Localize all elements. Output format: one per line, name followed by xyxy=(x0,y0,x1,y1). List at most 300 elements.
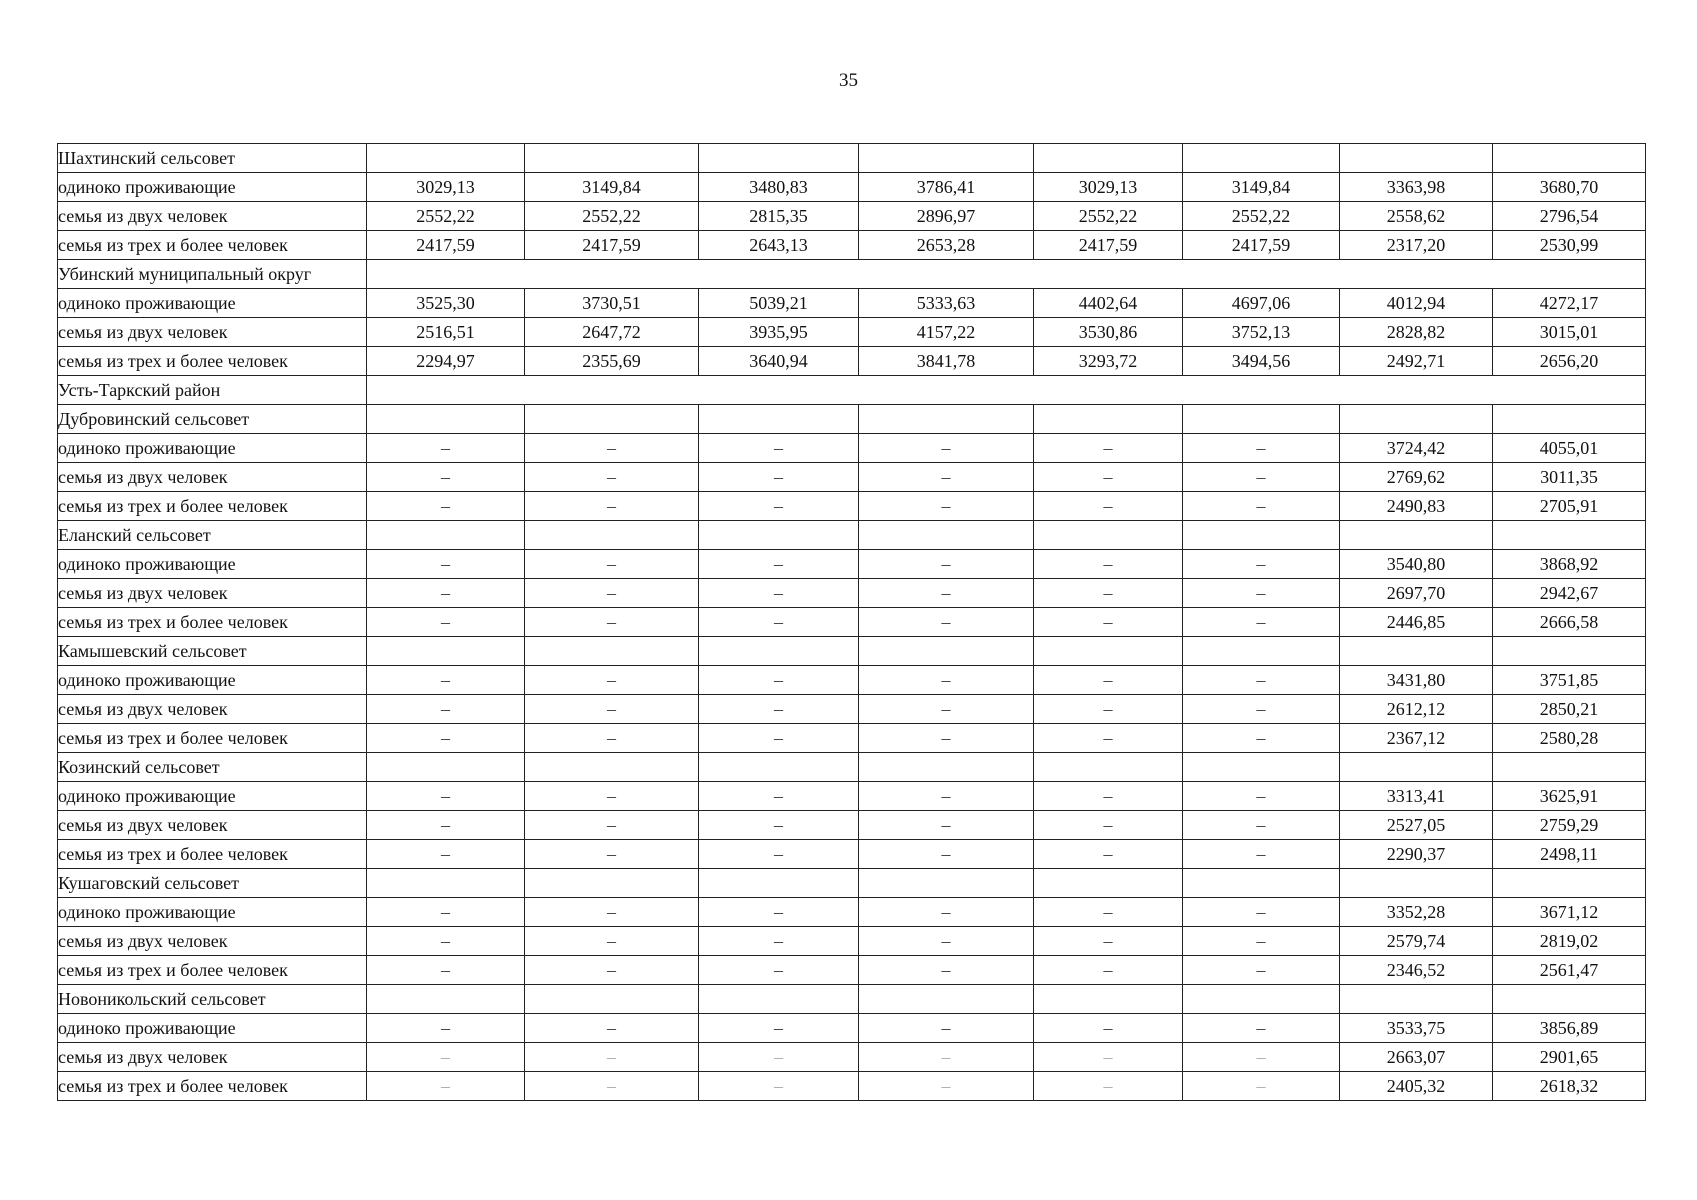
value-cell: 3011,35 xyxy=(1493,463,1646,492)
empty-value-dash: – xyxy=(367,956,525,985)
table-row xyxy=(58,927,1646,956)
value-cell: 2896,97 xyxy=(859,202,1034,231)
empty-value-dash: – xyxy=(1034,956,1183,985)
empty-merged-cell xyxy=(367,376,1646,405)
row-label: семья из трех и более человек xyxy=(58,724,367,753)
empty-value-dash: – xyxy=(367,1014,525,1043)
value-cell: 2643,13 xyxy=(699,231,859,260)
row-label: семья из трех и более человек xyxy=(58,492,367,521)
empty-value-dash: – xyxy=(1034,434,1183,463)
empty-cell xyxy=(525,985,699,1014)
empty-value-dash: – xyxy=(699,550,859,579)
value-cell: 2290,37 xyxy=(1340,840,1493,869)
value-cell: 2530,99 xyxy=(1493,231,1646,260)
empty-value-dash: – xyxy=(859,666,1034,695)
region-name: Убинский муниципальный округ xyxy=(58,260,367,289)
empty-cell xyxy=(699,521,859,550)
empty-cell xyxy=(1034,405,1183,434)
value-cell: 2417,59 xyxy=(1183,231,1340,260)
value-cell: 2663,07 xyxy=(1340,1043,1493,1072)
empty-value-dash: – xyxy=(525,840,699,869)
settlement-name: Кушаговский сельсовет xyxy=(58,869,367,898)
settlement-name: Шахтинский сельсовет xyxy=(58,144,367,173)
empty-value-dash: – xyxy=(859,434,1034,463)
value-cell: 3015,01 xyxy=(1493,318,1646,347)
value-cell: 2552,22 xyxy=(1183,202,1340,231)
value-cell: 2819,02 xyxy=(1493,927,1646,956)
row-label: одиноко проживающие xyxy=(58,434,367,463)
empty-cell xyxy=(1340,144,1493,173)
empty-cell xyxy=(1183,405,1340,434)
empty-cell xyxy=(1493,753,1646,782)
empty-cell xyxy=(699,869,859,898)
value-cell: 2317,20 xyxy=(1340,231,1493,260)
empty-value-dash: – xyxy=(1183,840,1340,869)
empty-value-dash: – xyxy=(1183,927,1340,956)
empty-cell xyxy=(367,405,525,434)
settlement-group-row xyxy=(58,869,1646,898)
row-label: семья из двух человек xyxy=(58,811,367,840)
empty-value-dash: – xyxy=(1183,898,1340,927)
empty-value-dash: – xyxy=(525,579,699,608)
value-cell: 3293,72 xyxy=(1034,347,1183,376)
empty-cell xyxy=(1493,405,1646,434)
empty-value-dash: – xyxy=(859,898,1034,927)
empty-value-dash: – xyxy=(525,1014,699,1043)
table-row xyxy=(58,1043,1646,1072)
empty-value-dash: – xyxy=(699,898,859,927)
region-heading-row xyxy=(58,260,1646,289)
empty-cell xyxy=(1340,985,1493,1014)
empty-value-dash: – xyxy=(525,695,699,724)
value-cell: 3868,92 xyxy=(1493,550,1646,579)
empty-value-dash: – xyxy=(699,1014,859,1043)
empty-cell xyxy=(367,144,525,173)
value-cell: 2561,47 xyxy=(1493,956,1646,985)
value-cell: 3724,42 xyxy=(1340,434,1493,463)
row-label: семья из трех и более человек xyxy=(58,840,367,869)
empty-cell xyxy=(1034,521,1183,550)
value-cell: 2446,85 xyxy=(1340,608,1493,637)
row-label: одиноко проживающие xyxy=(58,898,367,927)
empty-cell xyxy=(859,985,1034,1014)
empty-value-dash: – xyxy=(1034,492,1183,521)
empty-merged-cell xyxy=(367,260,1646,289)
empty-cell xyxy=(1340,405,1493,434)
empty-cell xyxy=(1183,869,1340,898)
empty-value-dash: – xyxy=(1034,1072,1183,1101)
settlement-group-row xyxy=(58,521,1646,550)
empty-value-dash: – xyxy=(367,434,525,463)
value-cell: 2516,51 xyxy=(367,318,525,347)
empty-cell xyxy=(525,405,699,434)
table-row xyxy=(58,1072,1646,1101)
settlement-name: Козинский сельсовет xyxy=(58,753,367,782)
empty-value-dash: – xyxy=(1034,724,1183,753)
empty-value-dash: – xyxy=(699,666,859,695)
value-cell: 2653,28 xyxy=(859,231,1034,260)
empty-value-dash: – xyxy=(1034,463,1183,492)
empty-value-dash: – xyxy=(859,956,1034,985)
empty-value-dash: – xyxy=(1183,492,1340,521)
table-row xyxy=(58,898,1646,927)
empty-value-dash: – xyxy=(367,608,525,637)
settlement-group-row xyxy=(58,144,1646,173)
row-label: одиноко проживающие xyxy=(58,173,367,202)
empty-cell xyxy=(525,144,699,173)
empty-value-dash: – xyxy=(367,782,525,811)
table-row xyxy=(58,318,1646,347)
value-cell: 2705,91 xyxy=(1493,492,1646,521)
empty-value-dash: – xyxy=(525,463,699,492)
empty-cell xyxy=(859,753,1034,782)
row-label: семья из двух человек xyxy=(58,1043,367,1072)
empty-cell xyxy=(525,637,699,666)
empty-cell xyxy=(699,405,859,434)
empty-value-dash: – xyxy=(1183,1014,1340,1043)
empty-cell xyxy=(1340,521,1493,550)
empty-cell xyxy=(859,521,1034,550)
empty-value-dash: – xyxy=(525,956,699,985)
value-cell: 2558,62 xyxy=(1340,202,1493,231)
empty-value-dash: – xyxy=(699,579,859,608)
value-cell: 2618,32 xyxy=(1493,1072,1646,1101)
empty-cell xyxy=(525,753,699,782)
empty-cell xyxy=(699,637,859,666)
empty-value-dash: – xyxy=(859,492,1034,521)
settlement-group-row xyxy=(58,405,1646,434)
value-cell: 3525,30 xyxy=(367,289,525,318)
empty-value-dash: – xyxy=(367,840,525,869)
empty-cell xyxy=(699,144,859,173)
value-cell: 2552,22 xyxy=(1034,202,1183,231)
table-row xyxy=(58,173,1646,202)
empty-value-dash: – xyxy=(1183,724,1340,753)
region-name: Усть-Таркский район xyxy=(58,376,367,405)
empty-value-dash: – xyxy=(367,550,525,579)
value-cell: 3533,75 xyxy=(1340,1014,1493,1043)
empty-value-dash: – xyxy=(525,724,699,753)
empty-value-dash: – xyxy=(367,724,525,753)
empty-value-dash: – xyxy=(367,463,525,492)
empty-value-dash: – xyxy=(1034,695,1183,724)
empty-value-dash: – xyxy=(1183,579,1340,608)
value-cell: 2828,82 xyxy=(1340,318,1493,347)
value-cell: 2769,62 xyxy=(1340,463,1493,492)
row-label: семья из двух человек xyxy=(58,695,367,724)
empty-value-dash: – xyxy=(859,463,1034,492)
empty-cell xyxy=(859,869,1034,898)
row-label: одиноко проживающие xyxy=(58,289,367,318)
empty-cell xyxy=(367,753,525,782)
table-row xyxy=(58,724,1646,753)
empty-value-dash: – xyxy=(699,1043,859,1072)
value-cell: 2580,28 xyxy=(1493,724,1646,753)
value-cell: 2492,71 xyxy=(1340,347,1493,376)
value-cell: 3680,70 xyxy=(1493,173,1646,202)
value-cell: 4055,01 xyxy=(1493,434,1646,463)
value-cell: 3856,89 xyxy=(1493,1014,1646,1043)
value-cell: 2490,83 xyxy=(1340,492,1493,521)
empty-value-dash: – xyxy=(525,550,699,579)
value-cell: 2527,05 xyxy=(1340,811,1493,840)
empty-value-dash: – xyxy=(699,1072,859,1101)
empty-cell xyxy=(859,637,1034,666)
row-label: одиноко проживающие xyxy=(58,1014,367,1043)
row-label: семья из двух человек xyxy=(58,927,367,956)
value-cell: 5039,21 xyxy=(699,289,859,318)
empty-value-dash: – xyxy=(1034,811,1183,840)
row-label: семья из двух человек xyxy=(58,202,367,231)
value-cell: 4272,17 xyxy=(1493,289,1646,318)
empty-value-dash: – xyxy=(859,1072,1034,1101)
value-cell: 3841,78 xyxy=(859,347,1034,376)
value-cell: 2656,20 xyxy=(1493,347,1646,376)
table-row xyxy=(58,231,1646,260)
table-row xyxy=(58,289,1646,318)
row-label: семья из двух человек xyxy=(58,463,367,492)
row-label: семья из трех и более человек xyxy=(58,608,367,637)
empty-cell xyxy=(1493,144,1646,173)
table-row xyxy=(58,492,1646,521)
empty-cell xyxy=(1493,869,1646,898)
empty-cell xyxy=(1034,869,1183,898)
table-row xyxy=(58,695,1646,724)
empty-value-dash: – xyxy=(859,724,1034,753)
empty-value-dash: – xyxy=(699,492,859,521)
value-cell: 3625,91 xyxy=(1493,782,1646,811)
empty-value-dash: – xyxy=(367,695,525,724)
value-cell: 2294,97 xyxy=(367,347,525,376)
value-cell: 2346,52 xyxy=(1340,956,1493,985)
row-label: семья из трех и более человек xyxy=(58,231,367,260)
row-label: одиноко проживающие xyxy=(58,550,367,579)
value-cell: 4157,22 xyxy=(859,318,1034,347)
value-cell: 3530,86 xyxy=(1034,318,1183,347)
table-row xyxy=(58,608,1646,637)
settlement-group-row xyxy=(58,637,1646,666)
value-cell: 3730,51 xyxy=(525,289,699,318)
table-row xyxy=(58,956,1646,985)
value-cell: 3431,80 xyxy=(1340,666,1493,695)
empty-cell xyxy=(1034,753,1183,782)
empty-value-dash: – xyxy=(367,492,525,521)
value-cell: 2498,11 xyxy=(1493,840,1646,869)
empty-cell xyxy=(1340,869,1493,898)
empty-value-dash: – xyxy=(525,782,699,811)
empty-cell xyxy=(699,985,859,1014)
empty-value-dash: – xyxy=(859,1014,1034,1043)
empty-value-dash: – xyxy=(367,811,525,840)
empty-cell xyxy=(367,521,525,550)
empty-value-dash: – xyxy=(859,1043,1034,1072)
empty-value-dash: – xyxy=(525,608,699,637)
value-cell: 3751,85 xyxy=(1493,666,1646,695)
empty-value-dash: – xyxy=(1183,434,1340,463)
empty-value-dash: – xyxy=(1183,550,1340,579)
value-cell: 3494,56 xyxy=(1183,347,1340,376)
empty-value-dash: – xyxy=(859,927,1034,956)
value-cell: 3149,84 xyxy=(525,173,699,202)
table-row xyxy=(58,434,1646,463)
empty-value-dash: – xyxy=(367,927,525,956)
value-cell: 3935,95 xyxy=(699,318,859,347)
table-row xyxy=(58,666,1646,695)
empty-value-dash: – xyxy=(525,898,699,927)
empty-value-dash: – xyxy=(699,956,859,985)
table-body xyxy=(58,144,1646,1101)
empty-value-dash: – xyxy=(1034,666,1183,695)
empty-value-dash: – xyxy=(525,1043,699,1072)
empty-cell xyxy=(525,521,699,550)
table-row xyxy=(58,840,1646,869)
value-cell: 3029,13 xyxy=(1034,173,1183,202)
empty-value-dash: – xyxy=(1183,666,1340,695)
value-cell: 2942,67 xyxy=(1493,579,1646,608)
empty-value-dash: – xyxy=(699,695,859,724)
empty-value-dash: – xyxy=(1183,463,1340,492)
empty-cell xyxy=(367,637,525,666)
empty-value-dash: – xyxy=(699,608,859,637)
table-row xyxy=(58,550,1646,579)
empty-value-dash: – xyxy=(1034,579,1183,608)
empty-value-dash: – xyxy=(859,550,1034,579)
value-cell: 2552,22 xyxy=(525,202,699,231)
empty-cell xyxy=(1183,985,1340,1014)
empty-value-dash: – xyxy=(525,666,699,695)
empty-value-dash: – xyxy=(1034,898,1183,927)
empty-cell xyxy=(1493,637,1646,666)
empty-value-dash: – xyxy=(1034,782,1183,811)
empty-value-dash: – xyxy=(1183,1043,1340,1072)
empty-value-dash: – xyxy=(525,492,699,521)
table-row xyxy=(58,782,1646,811)
value-cell: 3786,41 xyxy=(859,173,1034,202)
value-cell: 3640,94 xyxy=(699,347,859,376)
empty-cell xyxy=(699,753,859,782)
empty-cell xyxy=(1340,753,1493,782)
empty-value-dash: – xyxy=(367,666,525,695)
empty-cell xyxy=(525,869,699,898)
empty-value-dash: – xyxy=(699,811,859,840)
table-row xyxy=(58,463,1646,492)
empty-value-dash: – xyxy=(1034,608,1183,637)
empty-cell xyxy=(859,144,1034,173)
value-cell: 2579,74 xyxy=(1340,927,1493,956)
table-row xyxy=(58,347,1646,376)
empty-value-dash: – xyxy=(1183,608,1340,637)
value-cell: 3029,13 xyxy=(367,173,525,202)
value-cell: 3671,12 xyxy=(1493,898,1646,927)
empty-value-dash: – xyxy=(1183,811,1340,840)
row-label: семья из трех и более человек xyxy=(58,347,367,376)
value-cell: 2901,65 xyxy=(1493,1043,1646,1072)
empty-cell xyxy=(1183,637,1340,666)
empty-cell xyxy=(1034,985,1183,1014)
value-cell: 3540,80 xyxy=(1340,550,1493,579)
empty-value-dash: – xyxy=(699,840,859,869)
value-cell: 4012,94 xyxy=(1340,289,1493,318)
settlement-name: Еланский сельсовет xyxy=(58,521,367,550)
value-cell: 2367,12 xyxy=(1340,724,1493,753)
value-cell: 4697,06 xyxy=(1183,289,1340,318)
table-row xyxy=(58,579,1646,608)
empty-value-dash: – xyxy=(699,782,859,811)
value-cell: 5333,63 xyxy=(859,289,1034,318)
empty-value-dash: – xyxy=(1034,1043,1183,1072)
empty-value-dash: – xyxy=(859,811,1034,840)
row-label: семья из двух человек xyxy=(58,579,367,608)
value-cell: 2796,54 xyxy=(1493,202,1646,231)
empty-cell xyxy=(1183,521,1340,550)
empty-cell xyxy=(1340,637,1493,666)
empty-value-dash: – xyxy=(859,840,1034,869)
empty-cell xyxy=(367,985,525,1014)
empty-value-dash: – xyxy=(859,579,1034,608)
value-cell: 3480,83 xyxy=(699,173,859,202)
settlement-group-row xyxy=(58,985,1646,1014)
settlement-name: Новоникольский сельсовет xyxy=(58,985,367,1014)
value-cell: 3149,84 xyxy=(1183,173,1340,202)
empty-value-dash: – xyxy=(525,811,699,840)
value-cell: 3352,28 xyxy=(1340,898,1493,927)
table-row xyxy=(58,202,1646,231)
value-cell: 2405,32 xyxy=(1340,1072,1493,1101)
value-cell: 2815,35 xyxy=(699,202,859,231)
empty-cell xyxy=(1493,985,1646,1014)
value-cell: 3752,13 xyxy=(1183,318,1340,347)
settlement-group-row xyxy=(58,753,1646,782)
value-cell: 2647,72 xyxy=(525,318,699,347)
empty-cell xyxy=(1493,521,1646,550)
empty-value-dash: – xyxy=(367,1043,525,1072)
page-number: 35 xyxy=(839,70,858,91)
empty-value-dash: – xyxy=(699,927,859,956)
data-table xyxy=(57,143,1646,1101)
value-cell: 2417,59 xyxy=(367,231,525,260)
empty-value-dash: – xyxy=(367,579,525,608)
empty-cell xyxy=(1183,753,1340,782)
value-cell: 2417,59 xyxy=(1034,231,1183,260)
row-label: одиноко проживающие xyxy=(58,666,367,695)
empty-value-dash: – xyxy=(1034,840,1183,869)
value-cell: 2666,58 xyxy=(1493,608,1646,637)
value-cell: 4402,64 xyxy=(1034,289,1183,318)
row-label: семья из трех и более человек xyxy=(58,1072,367,1101)
empty-value-dash: – xyxy=(525,434,699,463)
empty-value-dash: – xyxy=(1034,550,1183,579)
empty-value-dash: – xyxy=(699,434,859,463)
table-row xyxy=(58,811,1646,840)
region-heading-row xyxy=(58,376,1646,405)
value-cell: 3313,41 xyxy=(1340,782,1493,811)
empty-value-dash: – xyxy=(859,695,1034,724)
empty-value-dash: – xyxy=(367,1072,525,1101)
empty-value-dash: – xyxy=(1034,1014,1183,1043)
settlement-name: Камышевский сельсовет xyxy=(58,637,367,666)
empty-value-dash: – xyxy=(367,898,525,927)
empty-cell xyxy=(1034,637,1183,666)
empty-cell xyxy=(859,405,1034,434)
empty-value-dash: – xyxy=(525,1072,699,1101)
empty-value-dash: – xyxy=(859,782,1034,811)
empty-cell xyxy=(367,869,525,898)
value-cell: 2552,22 xyxy=(367,202,525,231)
value-cell: 3363,98 xyxy=(1340,173,1493,202)
empty-cell xyxy=(1034,144,1183,173)
value-cell: 2850,21 xyxy=(1493,695,1646,724)
empty-value-dash: – xyxy=(1183,782,1340,811)
